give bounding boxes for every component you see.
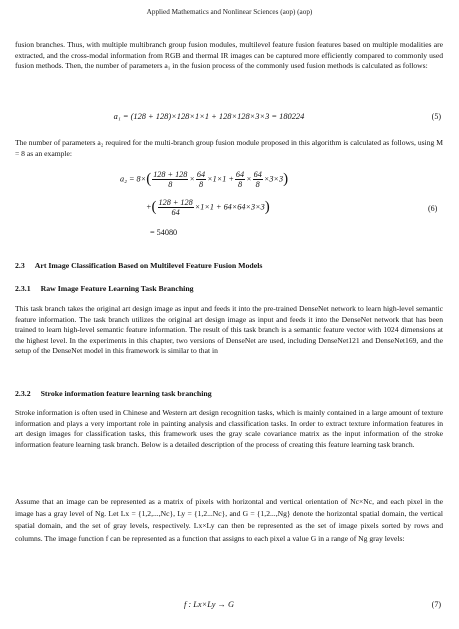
- paragraph-pixel-matrix: Assume that an image can be represented as a matrix of pixels with horizontal and vertical orientation of Nc×Nc, and each pixel in the image has a gray level of Ng. Let Lx = {1,2,...,Nc}, Ly = {1,2...Nc}, and G = {1,2...,Ng} denote the horizontal spatial domain, the vertical spatial domain, and the set of gray levels, respectively. Lx×Ly can then be represented as the set of image pixels sorted by rows and columns. The image function f can be represented as a function that assigns to each pixel a value G in a range of Ng gray levels:: [15, 497, 443, 543]
- equation-6-lhs: a₂ = 8×: [120, 174, 147, 184]
- paragraph-raw-image-branch: This task branch takes the original art design image as input and feeds it into the pre-trained DenseNet network to learn high-level semantic feature information. The task branch utilizes the original art design image as input and feeds it into the DenseNet network that has been trained to learn high-level semantic feature information. The result of this task branch is a semantic feature vector with 1024 dimensions at the highest level. In the experiments in this chapter, two versions of DenseNet are used, including DenseNet121 and DenseNet169, and the setup of the DenseNet model in this framework is similar to that in: [15, 304, 443, 356]
- equation-6-line-1: a₂ = 8×( $\frac{128 + 128}{8}$ × $\frac{64}{8}$ ×1×1 + $\frac{64}{8}$ × $\frac{64}{8}$ ×3×3): [120, 170, 289, 189]
- equation-5: [15, 112, 443, 124]
- equation-5-number: (5): [431, 112, 441, 121]
- section-heading-2-3-2: 2.3.2 Stroke information feature learning task branching: [15, 389, 212, 398]
- equation-6-line-2: +( $\frac{128 + 128}{64}$ ×1×1 + 64×64×3×3): [146, 198, 270, 217]
- equation-7: [15, 600, 443, 612]
- equation-6-result: = 54080: [150, 228, 178, 237]
- paragraph-fusion-branches: fusion branches. Thus, with multiple multibranch group fusion modules, multilevel feature fusion features based on multiple modalities are extracted, and the cross-modal information from RGB and thermal IR images can be captured more efficiently compared to commonly used fusion methods. Then, the number of parameters a₁ in the fusion process of the commonly used fusion methods is calculated as follows:: [15, 40, 443, 71]
- equation-6: [0, 168, 459, 248]
- equation-6-fraction: $\frac{64}{8}$: [196, 170, 206, 189]
- equation-5-body: a₁ = (128 + 128)×128×1×1 + 128×128×3×3 = 180224: [113, 112, 305, 121]
- equation-7-number: (7): [431, 600, 441, 609]
- paragraph-stroke-information: Stroke information is often used in Chinese and Western art design recognition tasks, which is mainly contained in a large amount of texture information and plays a very important role in painting analysis and classification tasks. In order to extract texture information features in art design images for classification tasks, this framework uses the gray scale covariance matrix as the input information of the stroke information feature learning task branch. Below is a detailed description of the process of creating this feature learning task branch.: [15, 408, 443, 449]
- equation-6-fraction: $\frac{64}{8}$: [235, 170, 245, 189]
- equation-7-body: f : Lx×Ly → G: [183, 600, 235, 609]
- section-heading-2-3-1: 2.3.1 Raw Image Feature Learning Task Branching: [15, 284, 194, 293]
- equation-6-fraction: $\frac{128 + 128}{64}$: [158, 198, 193, 217]
- equation-6-fraction: $\frac{64}{8}$: [253, 170, 262, 189]
- equation-6-number: (6): [428, 204, 438, 213]
- section-heading-2-3: 2.3 Art Image Classification Based on Multilevel Feature Fusion Models: [15, 261, 263, 270]
- paragraph-parameters-a2: The number of parameters a₂ required for the multi-branch group fusion module proposed in this algorithm is calculated as follows, using M = 8 as an example:: [15, 138, 443, 158]
- running-head: Applied Mathematics and Nonlinear Sciences (aop) (aop): [146, 8, 313, 16]
- equation-6-fraction: $\frac{128 + 128}{8}$: [153, 170, 188, 189]
